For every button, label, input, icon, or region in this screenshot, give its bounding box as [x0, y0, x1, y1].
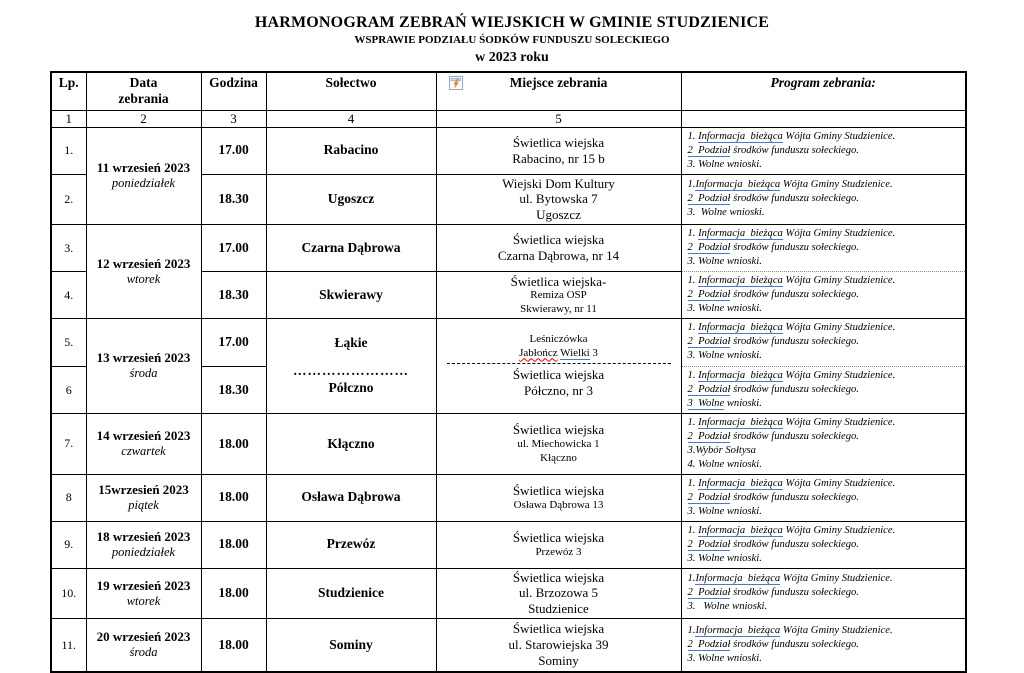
lp-cell: 7. [51, 413, 86, 474]
program-item [688, 491, 960, 505]
text-segment: wnioski. [724, 397, 762, 409]
column-header-time [201, 72, 266, 110]
program-item [688, 274, 960, 288]
document-year-line: w 2023 roku [475, 49, 549, 65]
text-segment: 1. [687, 322, 699, 334]
program-item [688, 538, 960, 552]
text-segment: środków funduszu sołeckiego. [730, 193, 859, 205]
text-segment: 1. [687, 624, 696, 636]
underlined-text: 2 Podział [687, 288, 731, 300]
table-row [51, 127, 966, 174]
program-item [688, 624, 960, 638]
program-item [688, 349, 960, 363]
program-cell [681, 413, 966, 474]
lp-cell: 6 [51, 366, 86, 413]
miejsce-line: Świetlica wiejska- [510, 273, 607, 289]
table-row [51, 413, 966, 474]
date-text: 19 wrzesień 2023 [96, 577, 191, 593]
miejsce-line: Świetlica wiejska [512, 422, 605, 438]
solectwo-name: Czarna Dąbrowa [301, 239, 401, 255]
program-item [688, 397, 960, 411]
program-cell [681, 272, 966, 319]
program-item [688, 552, 960, 566]
date-cell [86, 318, 201, 413]
text-segment: środków funduszu sołeckiego. [730, 242, 859, 254]
program-cell [681, 521, 966, 568]
lp-cell: 9. [51, 521, 86, 568]
time-cell: 17.00 [201, 318, 266, 366]
dotted-divider-text: …………………… [293, 362, 409, 378]
table-row [51, 318, 966, 366]
program-cell [681, 174, 966, 225]
text-segment: Wójta Gminy Studzienice. [782, 369, 896, 381]
miejsce-line: Remiza OSP [530, 289, 587, 302]
solectwo-name: Ugoszcz [327, 191, 375, 207]
miejsce-line: Studzienice [528, 601, 589, 617]
document-header [0, 0, 1024, 66]
text-segment: 1. [687, 573, 696, 585]
program-item [688, 444, 960, 458]
underlined-text: 2 Podział [687, 538, 731, 550]
miejsce-line: ul. Brzozowa 5 [518, 585, 599, 601]
miejsce-line: Ugoszcz [536, 207, 581, 223]
column-header-date [86, 72, 201, 110]
time-cell: 18.00 [201, 619, 266, 672]
solectwo-name: Sominy [329, 636, 373, 652]
program-item [688, 206, 960, 220]
weekday-text: poniedziałek [111, 176, 176, 191]
underlined-text: Informacja bieżąca [698, 524, 783, 536]
weekday-text: poniedziałek [111, 544, 176, 559]
text-segment: 3. Wolne wnioski. [687, 256, 762, 268]
underlined-text: Informacja bieżąca [695, 573, 781, 585]
column-header-label: Sołectwo [325, 75, 377, 91]
table-row [51, 225, 966, 272]
text-segment: Wójta Gminy Studzienice. [780, 573, 893, 585]
weekday-text: środa [129, 645, 158, 660]
text-segment: 3. Wolne wnioski. [687, 601, 768, 613]
column-header-program [681, 72, 966, 110]
underlined-text: Informacja bieżąca [698, 369, 783, 381]
time-cell: 17.00 [201, 127, 266, 174]
column-header-miejsce [436, 72, 681, 110]
miejsce-line: Leśniczówka [529, 333, 588, 346]
lp-cell: 3. [51, 225, 86, 272]
column-header-label: Godzina [209, 75, 258, 91]
schedule-table [50, 71, 967, 672]
column-header-label: Program zebrania: [770, 75, 876, 91]
program-item [688, 130, 960, 144]
text-segment: środków funduszu sołeckiego. [730, 587, 859, 599]
dashed-divider [447, 363, 671, 364]
solectwo-name: Rabacino [323, 142, 379, 158]
miejsce-line: ul. Starowiejska 39 [508, 636, 609, 652]
solectwo-cell [266, 474, 436, 521]
time-cell: 18.00 [201, 413, 266, 474]
underlined-text: Jabłończ [519, 346, 558, 359]
program-cell [681, 474, 966, 521]
text-segment: 3. Wolne wnioski. [687, 350, 762, 362]
lp-cell: 1. [51, 127, 86, 174]
lp-cell: 4. [51, 272, 86, 319]
solectwo-name: Przewóz [326, 536, 376, 552]
solectwo-cell [266, 413, 436, 474]
text-segment: 4. Wolne wnioski. [687, 458, 762, 470]
program-cell [681, 127, 966, 174]
column-number-cell: 5 [436, 110, 681, 127]
column-header-sol [266, 72, 436, 110]
miejsce-line: Wiejski Dom Kultury [502, 175, 615, 191]
text-segment: środków funduszu sołeckiego. [730, 538, 859, 550]
underlined-text: Informacja bieżąca [698, 130, 783, 142]
weekday-text: wtorek [126, 271, 161, 286]
miejsce-line: Świetlica wiejska [512, 366, 605, 382]
miejsce-line: Świetlica wiejska [512, 569, 605, 585]
program-item [688, 192, 960, 206]
solectwo-cell [266, 127, 436, 174]
program-item [688, 335, 960, 349]
text-segment: środków funduszu sołeckiego. [730, 491, 859, 503]
miejsce-line: Kłączno [540, 451, 577, 464]
text-segment: 3. Wolne wnioski. [687, 552, 762, 564]
underlined-text: 2 Podział [687, 193, 731, 205]
table-row [51, 474, 966, 521]
text-segment: Wójta Gminy Studzienice. [782, 322, 896, 334]
time-cell: 18.30 [201, 366, 266, 413]
table-row [51, 619, 966, 672]
time-cell: 18.00 [201, 521, 266, 568]
miejsce-line: Świetlica wiejska [512, 483, 605, 498]
underlined-text: Informacja bieżąca [698, 275, 783, 286]
lp-cell: 8 [51, 474, 86, 521]
date-cell [86, 413, 201, 474]
solectwo-name: Kłączno [327, 435, 375, 451]
program-item [688, 524, 960, 538]
miejsce-cell [436, 568, 681, 619]
miejsce-cell [436, 521, 681, 568]
solectwo-cell [266, 568, 436, 619]
date-cell [86, 127, 201, 224]
program-item [688, 586, 960, 600]
lp-cell: 5. [51, 318, 86, 366]
date-text: 18 wrzesień 2023 [96, 528, 191, 544]
solectwo-name: Osława Dąbrowa [301, 489, 401, 505]
program-item [688, 255, 960, 269]
column-header-label: Lp. [58, 75, 79, 91]
miejsce-line: ul. Bytowska 7 [519, 191, 598, 207]
solectwo-name: Łąkie [334, 335, 368, 351]
weekday-text: środa [129, 366, 158, 381]
text-segment: 1. [687, 369, 699, 381]
miejsce-cell [436, 272, 681, 319]
program-item [688, 430, 960, 444]
program-item [688, 158, 960, 172]
underlined-text: 3 Wolne [687, 397, 725, 409]
program-item [688, 178, 960, 192]
program-item [688, 652, 960, 666]
text-segment: 1. [687, 130, 699, 142]
column-header-label: zebrania [118, 91, 169, 107]
date-cell [86, 619, 201, 672]
program-item [688, 241, 960, 255]
column-header-lp [51, 72, 86, 110]
column-number-cell [681, 110, 966, 127]
underlined-text: 2 Podział [687, 144, 731, 156]
time-cell: 18.30 [201, 174, 266, 225]
miejsce-line: Czarna Dąbrowa, nr 14 [497, 248, 620, 264]
text-segment: środków funduszu sołeckiego. [730, 638, 859, 650]
column-number-cell: 4 [266, 110, 436, 127]
miejsce-line [439, 347, 679, 360]
text-segment: 3. Wolne wnioski. [687, 652, 762, 664]
underlined-text: 2 Podział [687, 587, 731, 599]
date-cell [86, 568, 201, 619]
miejsce-line: Świetlica wiejska [512, 621, 605, 637]
miejsce-line: Sominy [538, 652, 579, 668]
program-item [688, 383, 960, 397]
date-text: 12 wrzesień 2023 [96, 255, 191, 271]
program-item [688, 369, 960, 383]
underlined-text: Informacja bieżąca [698, 322, 783, 334]
text-segment: 3.Wybór Sołtysa [687, 444, 756, 456]
weekday-text: czwartek [121, 444, 166, 459]
text-segment: Wójta Gminy Studzienice. [782, 524, 896, 536]
solectwo-cell [266, 521, 436, 568]
miejsce-line: ul. Miechowicka 1 [517, 438, 600, 451]
text-segment: 1. [687, 524, 699, 536]
solectwo-cell [266, 225, 436, 272]
program-item [688, 505, 960, 519]
program-item [688, 458, 960, 472]
program-cell [681, 568, 966, 619]
program-cell [681, 318, 966, 366]
column-number-cell: 3 [201, 110, 266, 127]
underlined-text: 2 Podział [687, 242, 731, 254]
column-header-label: Miejsce zebrania [509, 75, 608, 91]
text-segment: 3 [589, 346, 598, 359]
text-segment: środków funduszu sołeckiego. [730, 430, 859, 442]
program-item [688, 288, 960, 302]
program-cell [681, 619, 966, 672]
column-number-cell: 1 [51, 110, 86, 127]
time-cell: 18.00 [201, 568, 266, 619]
miejsce-cell [436, 225, 681, 272]
text-segment: Wójta Gminy Studzienice. [782, 416, 896, 428]
solectwo-cell [266, 272, 436, 319]
miejsce-line: Półczno, nr 3 [524, 382, 593, 398]
text-segment: środków funduszu sołeckiego. [730, 336, 859, 348]
date-cell [86, 225, 201, 319]
miejsce-cell [436, 174, 681, 225]
text-segment: 1. [687, 275, 699, 286]
lp-cell: 2. [51, 174, 86, 225]
text-segment: 3. Wolne wnioski. [687, 302, 762, 314]
miejsce-line: Świetlica wiejska [512, 529, 605, 545]
date-text: 20 wrzesień 2023 [96, 629, 191, 645]
program-item [688, 302, 960, 316]
text-segment: Wójta Gminy Studzienice. [780, 624, 893, 636]
underlined-text: Informacja bieżąca [698, 416, 783, 428]
underlined-text: 2 Podział [687, 430, 731, 442]
program-cell [681, 225, 966, 272]
program-item [688, 572, 960, 586]
solectwo-name: Skwierawy [319, 286, 383, 302]
column-header-label: Data [129, 75, 158, 91]
underlined-text: Wielki [560, 346, 590, 359]
miejsce-line: Osława Dąbrowa 13 [513, 498, 604, 511]
weekday-text: piątek [128, 497, 159, 512]
underlined-text: Informacja bieżąca [698, 228, 783, 240]
text-segment: 1. [687, 477, 699, 489]
miejsce-cell [436, 619, 681, 672]
lp-cell: 10. [51, 568, 86, 619]
text-segment: Wójta Gminy Studzienice. [782, 130, 896, 142]
solectwo-name: Studzienice [318, 585, 384, 601]
miejsce-line: Świetlica wiejska [512, 134, 605, 150]
miejsce-line: Skwierawy, nr 11 [520, 302, 597, 315]
date-text: 15wrzesień 2023 [98, 482, 189, 498]
date-text: 14 wrzesień 2023 [96, 428, 191, 444]
solectwo-name: Półczno [328, 380, 374, 396]
solectwo-cell [266, 174, 436, 225]
miejsce-line: Rabacino, nr 15 b [512, 150, 605, 166]
autocorrect-lightning-icon[interactable] [449, 76, 463, 90]
program-cell [681, 366, 966, 413]
column-number-cell: 2 [86, 110, 201, 127]
miejsce-line: Przewóz 3 [535, 545, 582, 558]
date-text: 13 wrzesień 2023 [96, 350, 191, 366]
text-segment: 1. [687, 416, 699, 428]
program-item [688, 638, 960, 652]
text-segment: środków funduszu sołeckiego. [730, 144, 859, 156]
document-title: HARMONOGRAM ZEBRAŃ WIEJSKICH W GMINIE STUDZIENICE [254, 14, 770, 31]
document-subtitle: WSPRAWIE PODZIAŁU ŚODKÓW FUNDUSZU SOLECKIEGO [354, 34, 670, 46]
date-cell [86, 521, 201, 568]
table-row [51, 521, 966, 568]
lp-cell: 11. [51, 619, 86, 672]
program-item [688, 416, 960, 430]
program-item [688, 144, 960, 158]
miejsce-cell [436, 318, 681, 413]
underlined-text: 2 Podział [687, 383, 731, 395]
text-segment: Wójta Gminy Studzienice. [782, 477, 896, 489]
miejsce-line: Świetlica wiejska [512, 232, 605, 248]
time-cell: 18.30 [201, 272, 266, 319]
time-cell: 17.00 [201, 225, 266, 272]
table-row [51, 568, 966, 619]
text-segment: 1. [687, 228, 699, 240]
text-segment: 3. Wolne wnioski. [687, 505, 762, 517]
text-segment: 1. [687, 179, 696, 191]
underlined-text: Informacja bieżąca [695, 179, 781, 191]
time-cell: 18.00 [201, 474, 266, 521]
program-item [688, 227, 960, 241]
solectwo-cell [266, 619, 436, 672]
date-text: 11 wrzesień 2023 [96, 160, 191, 176]
program-item [688, 600, 960, 614]
miejsce-cell [436, 413, 681, 474]
text-segment: 3. Wolne wnioski. [687, 158, 762, 170]
date-cell [86, 474, 201, 521]
miejsce-cell [436, 474, 681, 521]
weekday-text: wtorek [126, 593, 161, 608]
program-item [688, 477, 960, 491]
text-segment: Wójta Gminy Studzienice. [780, 179, 893, 191]
underlined-text: 2 Podział [687, 491, 731, 503]
underlined-text: 2 Podział [687, 336, 731, 348]
text-segment: środków funduszu sołeckiego. [730, 383, 859, 395]
underlined-text: 2 Podział [687, 638, 731, 650]
text-segment: 3. Wolne wnioski. [687, 207, 765, 219]
text-segment: środków funduszu sołeckiego. [730, 288, 859, 300]
program-item [688, 321, 960, 335]
text-segment: Wójta Gminy Studzienice. [782, 275, 896, 286]
solectwo-cell [266, 318, 436, 413]
text-segment: Wójta Gminy Studzienice. [782, 228, 896, 240]
miejsce-cell [436, 127, 681, 174]
underlined-text: Informacja bieżąca [695, 624, 781, 636]
underlined-text: Informacja bieżąca [698, 477, 783, 489]
